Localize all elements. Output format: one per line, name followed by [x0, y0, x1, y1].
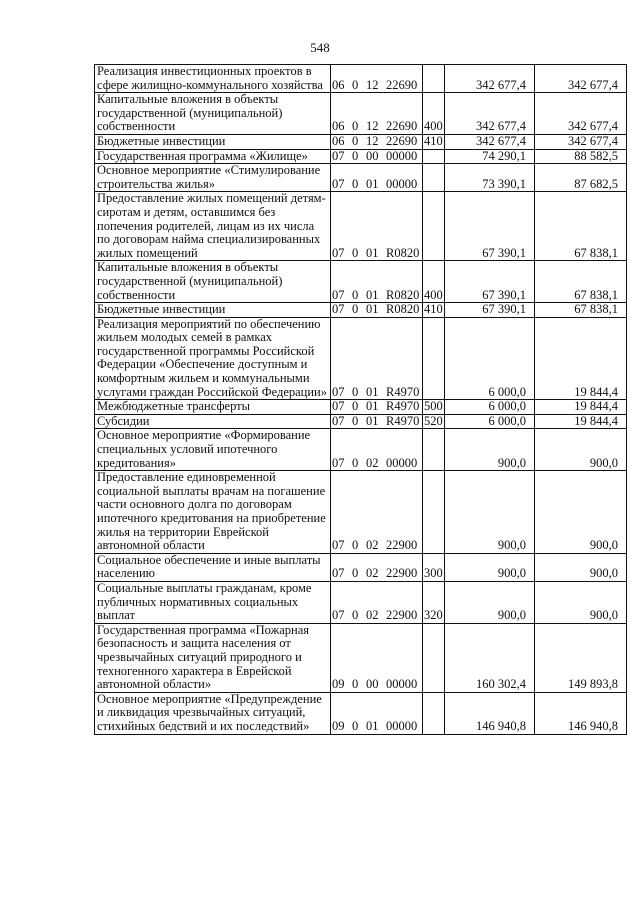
row-code-cell: [331, 149, 423, 164]
code-part-c2: 0: [352, 302, 359, 317]
row-expense-type-cell: [423, 65, 445, 93]
table-row: [95, 471, 627, 554]
budget-table: [94, 64, 627, 735]
row-name-cell: Реализация инвестиционных проектов в сфере жилищно-коммунального хозяйства: [95, 65, 331, 93]
table-row: [95, 303, 627, 318]
row-expense-type-cell: 400: [423, 261, 445, 303]
row-expense-type-cell: [423, 317, 445, 400]
code-part-c2: 0: [352, 718, 359, 733]
code-part-c3: 01: [366, 384, 379, 399]
code-part-c2: 0: [352, 149, 359, 163]
code-part-c4: R4970: [386, 414, 420, 428]
row-code-cell: [331, 400, 423, 415]
table-row: [95, 134, 627, 149]
code-part-c3: 02: [366, 455, 379, 470]
code-part-c1: 06: [332, 77, 345, 92]
row-code-cell: [331, 553, 423, 581]
code-part-c1: 06: [332, 134, 345, 148]
row-code-cell: [331, 581, 423, 623]
row-name-cell: Социальное обеспечение и иные выплаты населению: [95, 553, 331, 581]
code-part-c4: 00000: [386, 677, 418, 692]
row-amount-first-cell: 900,0: [445, 429, 535, 471]
row-expense-type-cell: 320: [423, 581, 445, 623]
table-row: [95, 261, 627, 303]
table-row: [95, 581, 627, 623]
row-code-cell: [331, 261, 423, 303]
code-part-c1: 07: [332, 455, 345, 470]
code-part-c1: 07: [332, 287, 345, 302]
row-name-cell: Капитальные вложения в объекты государственной (муниципальной) собственности: [95, 93, 331, 135]
code-part-c1: 07: [332, 176, 345, 191]
row-amount-second-cell: 19 844,4: [535, 414, 627, 429]
row-code-cell: [331, 303, 423, 318]
row-amount-second-cell: 342 677,4: [535, 134, 627, 149]
row-amount-second-cell: 67 838,1: [535, 261, 627, 303]
row-expense-type-cell: 400: [423, 93, 445, 135]
row-amount-first-cell: 900,0: [445, 471, 535, 554]
code-part-c1: 07: [332, 414, 345, 428]
code-part-c4: 00000: [386, 718, 418, 733]
row-name-cell: Государственная программа «Пожарная безопасность и защита населения от чрезвычайных ситуаций природного и техногенного характера в Еврейской автономной области»: [95, 623, 331, 692]
code-part-c1: 07: [332, 566, 345, 581]
row-amount-second-cell: 149 893,8: [535, 623, 627, 692]
code-part-c1: 09: [332, 718, 345, 733]
row-name-cell: Субсидии: [95, 414, 331, 429]
row-expense-type-cell: [423, 471, 445, 554]
row-amount-first-cell: 342 677,4: [445, 134, 535, 149]
row-code-cell: [331, 414, 423, 429]
code-part-c2: 0: [352, 287, 359, 302]
code-part-c3: 01: [366, 287, 379, 302]
row-name-cell: Основное мероприятие «Формирование специальных условий ипотечного кредитования»: [95, 429, 331, 471]
row-name-cell: Бюджетные инвестиции: [95, 303, 331, 318]
row-expense-type-cell: [423, 192, 445, 261]
code-part-c1: 07: [332, 245, 345, 260]
code-part-c4: R4970: [386, 399, 420, 414]
table-row: [95, 553, 627, 581]
page-number: 548: [310, 40, 330, 55]
code-part-c1: 06: [332, 119, 345, 134]
row-amount-first-cell: 342 677,4: [445, 93, 535, 135]
code-part-c1: 07: [332, 149, 345, 163]
row-amount-second-cell: 88 582,5: [535, 149, 627, 164]
code-part-c2: 0: [352, 384, 359, 399]
row-code-cell: [331, 134, 423, 149]
row-amount-second-cell: 67 838,1: [535, 303, 627, 318]
code-part-c3: 02: [366, 538, 379, 553]
code-part-c1: 07: [332, 538, 345, 553]
row-name-cell: Межбюджетные трансферты: [95, 400, 331, 415]
row-amount-first-cell: 146 940,8: [445, 692, 535, 734]
table-row: [95, 317, 627, 400]
code-part-c2: 0: [352, 77, 359, 92]
row-amount-first-cell: 342 677,4: [445, 65, 535, 93]
row-expense-type-cell: 410: [424, 302, 443, 317]
code-part-c3: 01: [366, 302, 379, 317]
code-part-c3: 01: [366, 399, 379, 414]
table-row: [95, 149, 627, 164]
code-part-c4: 00000: [386, 149, 418, 163]
row-expense-type-cell: [423, 692, 445, 734]
code-part-c3: 02: [366, 566, 379, 581]
code-part-c4: 22690: [386, 134, 418, 148]
code-part-c4: R0820: [386, 287, 420, 302]
row-code-cell: [331, 429, 423, 471]
row-code-cell: [331, 192, 423, 261]
code-part-c2: 0: [352, 176, 359, 191]
row-code-cell: [331, 93, 423, 135]
code-part-c4: R4970: [386, 384, 420, 399]
table-row: [95, 429, 627, 471]
code-part-c4: 22900: [386, 538, 418, 553]
row-code-cell: [331, 317, 423, 400]
code-part-c2: 0: [352, 245, 359, 260]
row-name-cell: Бюджетные инвестиции: [95, 134, 331, 149]
code-part-c3: 01: [366, 245, 379, 260]
code-part-c2: 0: [352, 414, 359, 428]
row-amount-first-cell: 160 302,4: [445, 623, 535, 692]
code-part-c1: 07: [332, 302, 345, 317]
code-part-c2: 0: [352, 399, 359, 414]
row-amount-second-cell: 146 940,8: [535, 692, 627, 734]
code-part-c2: 0: [352, 134, 359, 148]
row-name-cell: Реализация мероприятий по обеспечению жильем молодых семей в рамках государственной программы Российской Федерации «Обеспечение доступным и комфортным жильем и коммунальными услугами граждан Российской Федерации»: [95, 317, 331, 400]
row-name-cell: Социальные выплаты гражданам, кроме публичных нормативных социальных выплат: [95, 581, 331, 623]
code-part-c3: 01: [366, 176, 379, 191]
row-amount-first-cell: 67 390,1: [445, 303, 535, 318]
code-part-c1: 09: [332, 677, 345, 692]
row-code-cell: [331, 623, 423, 692]
row-expense-type-cell: [423, 623, 445, 692]
code-part-c1: 07: [332, 399, 345, 414]
row-amount-second-cell: 67 838,1: [535, 192, 627, 261]
row-name-cell: Государственная программа «Жилище»: [95, 149, 331, 164]
table-row: [95, 414, 627, 429]
row-amount-first-cell: 900,0: [445, 581, 535, 623]
row-amount-first-cell: 67 390,1: [445, 192, 535, 261]
row-amount-first-cell: 74 290,1: [445, 149, 535, 164]
row-name-cell: Основное мероприятие «Предупреждение и ликвидация чрезвычайных ситуаций, стихийных бедствий и их последствий»: [95, 692, 331, 734]
code-part-c2: 0: [352, 119, 359, 134]
row-expense-type-cell: 300: [423, 553, 445, 581]
code-part-c4: 22690: [386, 119, 418, 134]
row-expense-type-cell: 520: [424, 414, 443, 428]
budget-table-body: [95, 65, 627, 735]
row-amount-first-cell: 73 390,1: [445, 164, 535, 192]
row-amount-second-cell: 19 844,4: [535, 400, 627, 415]
code-part-c4: R0820: [386, 302, 420, 317]
table-row: [95, 400, 627, 415]
row-code-cell: [331, 65, 423, 93]
code-part-c4: 22690: [386, 77, 418, 92]
table-row: [95, 623, 627, 692]
code-part-c3: 12: [366, 134, 379, 148]
row-expense-type-cell: [423, 429, 445, 471]
code-part-c4: R0820: [386, 245, 420, 260]
row-amount-second-cell: 342 677,4: [535, 93, 627, 135]
row-amount-second-cell: 900,0: [535, 471, 627, 554]
table-row: [95, 692, 627, 734]
code-part-c4: 00000: [386, 455, 418, 470]
code-part-c3: 00: [366, 677, 379, 692]
code-part-c1: 07: [332, 608, 345, 623]
row-amount-second-cell: 900,0: [535, 553, 627, 581]
row-code-cell: [331, 164, 423, 192]
code-part-c4: 22900: [386, 608, 418, 623]
code-part-c4: 22900: [386, 566, 418, 581]
row-amount-second-cell: 900,0: [535, 581, 627, 623]
row-amount-second-cell: 87 682,5: [535, 164, 627, 192]
row-expense-type-cell: 500: [424, 399, 443, 414]
row-amount-first-cell: 6 000,0: [445, 400, 535, 415]
row-amount-second-cell: 900,0: [535, 429, 627, 471]
row-expense-type-cell: [423, 164, 445, 192]
code-part-c3: 12: [366, 77, 379, 92]
row-amount-second-cell: 342 677,4: [535, 65, 627, 93]
row-name-cell: Основное мероприятие «Стимулирование строительства жилья»: [95, 164, 331, 192]
code-part-c1: 07: [332, 384, 345, 399]
row-name-cell: Предоставление жилых помещений детям-сиротам и детям, оставшимся без попечения родителей, лицам из их числа по договорам найма специализированных жилых помещений: [95, 192, 331, 261]
row-name-cell: Предоставление единовременной социальной выплаты врачам на погашение части основного долга по договорам ипотечного кредитования на приобретение жилья на территории Еврейской автономной области: [95, 471, 331, 554]
row-code-cell: [331, 471, 423, 554]
row-amount-first-cell: 6 000,0: [445, 317, 535, 400]
row-amount-first-cell: 900,0: [445, 553, 535, 581]
code-part-c3: 12: [366, 119, 379, 134]
code-part-c2: 0: [352, 677, 359, 692]
row-expense-type-cell: 410: [424, 134, 443, 148]
code-part-c2: 0: [352, 566, 359, 581]
code-part-c3: 01: [366, 414, 379, 428]
row-amount-first-cell: 67 390,1: [445, 261, 535, 303]
row-amount-second-cell: 19 844,4: [535, 317, 627, 400]
code-part-c2: 0: [352, 455, 359, 470]
row-code-cell: [331, 692, 423, 734]
row-amount-first-cell: 6 000,0: [445, 414, 535, 429]
table-row: [95, 93, 627, 135]
row-name-cell: Капитальные вложения в объекты государственной (муниципальной) собственности: [95, 261, 331, 303]
code-part-c2: 0: [352, 608, 359, 623]
table-row: [95, 164, 627, 192]
code-part-c3: 00: [366, 149, 379, 163]
code-part-c2: 0: [352, 538, 359, 553]
code-part-c3: 01: [366, 718, 379, 733]
code-part-c4: 00000: [386, 176, 418, 191]
code-part-c3: 02: [366, 608, 379, 623]
table-row: [95, 65, 627, 93]
table-row: [95, 192, 627, 261]
row-expense-type-cell: [423, 149, 445, 164]
